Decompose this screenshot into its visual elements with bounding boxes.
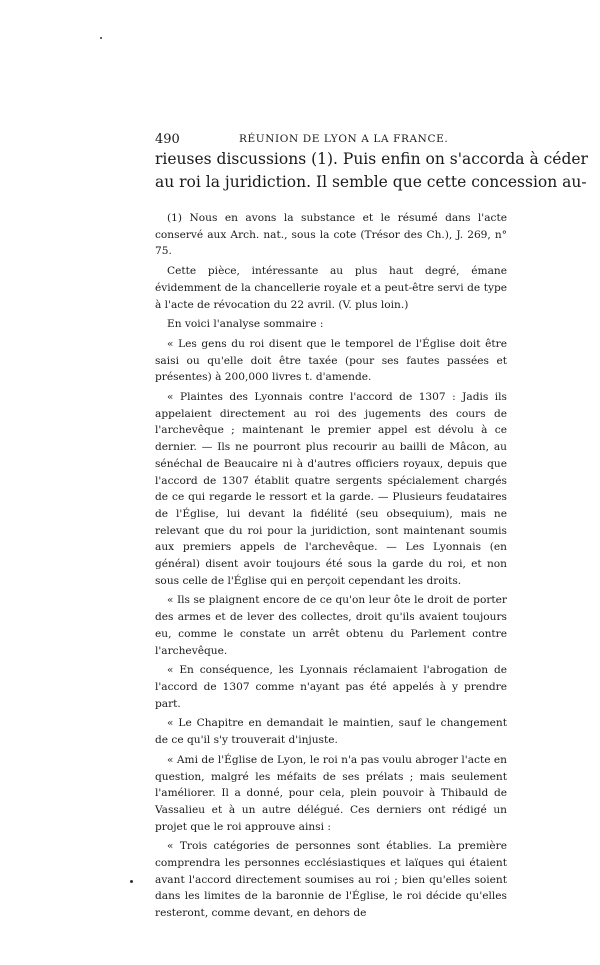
speck-mark bbox=[130, 880, 133, 883]
footnote bbox=[155, 210, 507, 925]
footnote-paragraph: « Ils se plaignent encore de ce qu'on leur ôte le droit de porter des armes et de lever des collectes, droit qu'ils avaient toujours eu, comme le constate un arrêt obtenu du Parlement contre l'archevêque. bbox=[155, 594, 507, 657]
main-text-line: rieuses discussions (1). Puis enfin on s'accorda à céder bbox=[155, 150, 588, 168]
footnote-paragraph: « Plaintes des Lyonnais contre l'accord de 1307 : Jadis ils appelaient directement au roi des jugements des cours de l'archevêque ; maintenant le premier appel est dévolu à ce dernier. — Ils ne pourront plus recourir au bailli de Mâcon, au sénéchal de Beaucaire ni à d'autres officiers royaux, depuis que l'accord de 1307 établit quatre sergents spécialement chargés de ce qui regarde le ressort et la garde. — Plusieurs feudataires de l'Église, lui devant la fidélité (seu obsequium), mais ne relevant que du roi pour la juridiction, sont maintenant soumis aux premiers appels de l'archevêque. — Les Lyonnais (en général) disent avoir toujours été sous la garde du roi, et non sous celle de l'Église qui en perçoit cependant les droits. bbox=[155, 391, 507, 587]
speck-mark bbox=[100, 37, 102, 39]
footnote-paragraph: « Les gens du roi disent que le temporel de l'Église doit être saisi ou qu'elle doit être taxée (pour ses fautes passées et présentes) à 200,000 livres t. d'amende. bbox=[155, 337, 507, 384]
footnote-paragraph: Cette pièce, intéressante au plus haut degré, émane évidemment de la chancellerie royale et a peut-être servi de type à l'acte de révocation du 22 avril. (V. plus loin.) bbox=[155, 265, 507, 311]
page-number: 490 bbox=[155, 132, 180, 147]
footnote-paragraph: En voici l'analyse sommaire : bbox=[167, 318, 324, 331]
footnote-paragraph: « Le Chapitre en demandait le maintien, sauf le changement de ce qu'il s'y trouverait d'injuste. bbox=[155, 717, 507, 747]
footnote-paragraph: (1) Nous en avons la substance et le résumé dans l'acte conservé aux Arch. nat., sous la cote (Trésor des Ch.), J. 269, n° 75. bbox=[155, 212, 507, 258]
footnote-paragraph: « Trois catégories de personnes sont établies. La première comprendra les personnes ecclésiastiques et laïques qui étaient avant l'accord directement soumises au roi ; bien qu'elles soient dans les limites de la baronnie de l'Église, le roi décide qu'elles resteront, comme devant, en dehors de bbox=[155, 840, 507, 920]
running-title: RÉUNION DE LYON A LA FRANCE. bbox=[239, 133, 449, 145]
footnote-paragraph: « En conséquence, les Lyonnais réclamaient l'abrogation de l'accord de 1307 comme n'ayant pas été appelés à y prendre part. bbox=[155, 664, 507, 710]
main-text bbox=[155, 148, 588, 194]
footnote-paragraph: « Ami de l'Église de Lyon, le roi n'a pas voulu abroger l'acte en question, malgré les méfaits de ses prélats ; mais seulement l'améliorer. Il a donné, pour cela, plein pouvoir à Thibauld de Vassalieu et à un autre délégué. Ces derniers ont rédigé un projet que le roi approuve ainsi : bbox=[155, 753, 507, 833]
page-header bbox=[155, 132, 455, 148]
main-text-line: au roi la juridiction. Il semble que cette concession au- bbox=[155, 173, 587, 191]
